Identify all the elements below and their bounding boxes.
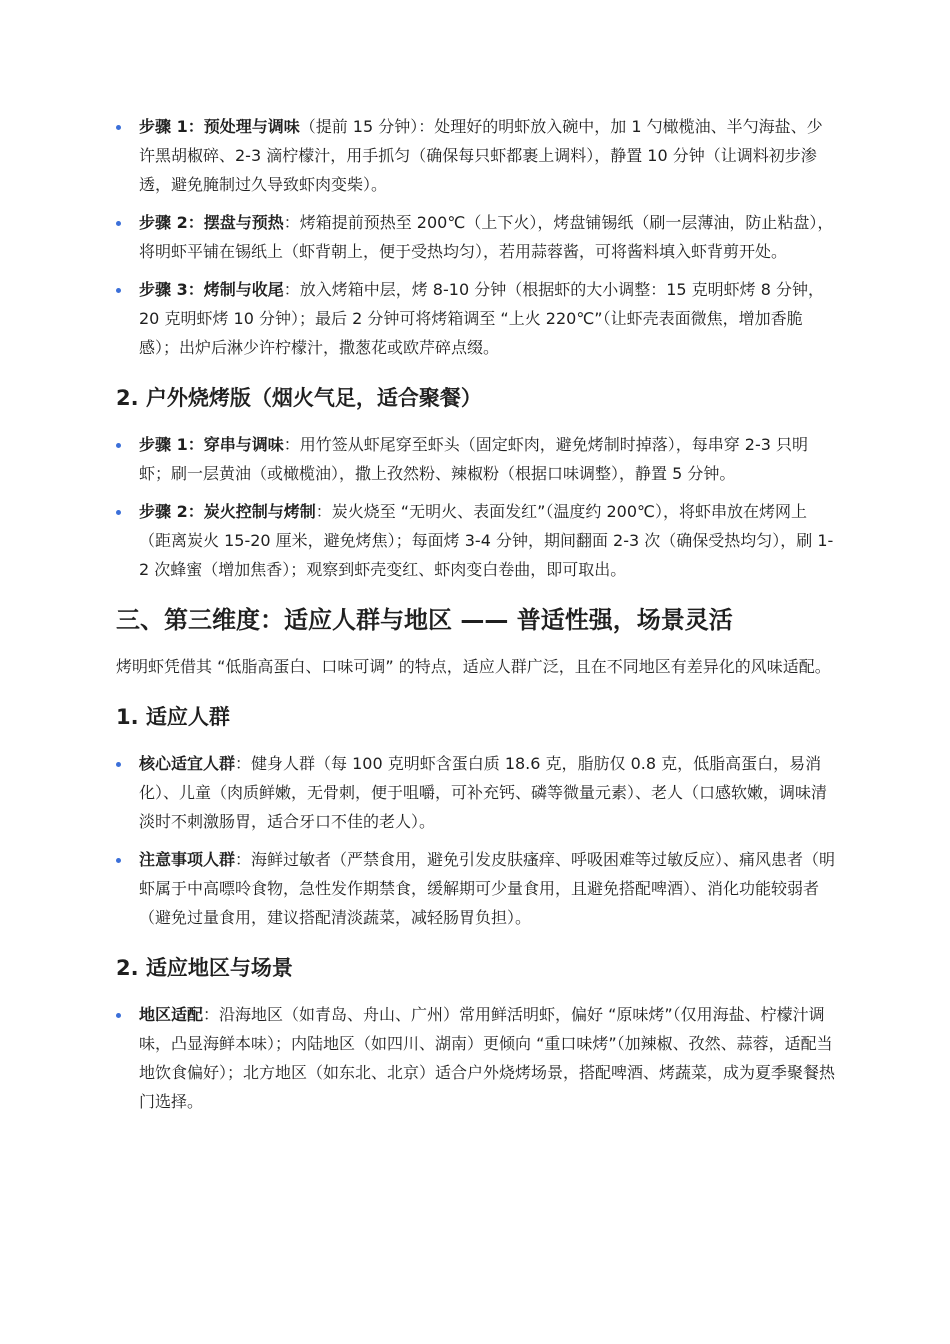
bullet-icon bbox=[116, 510, 121, 515]
item-text: ：烤箱提前预热至 200℃（上下火），烤盘铺锡纸（刷一层薄油，防止粘盘），将明虾平铺在锡纸上（虾背朝上，便于受热均匀），若用蒜蓉酱，可将酱料填入虾背剪开处。 bbox=[139, 213, 834, 261]
list-item bbox=[116, 845, 836, 932]
section-three-intro: 烤明虾凭借其 “低脂高蛋白、口味可调” 的特点，适应人群广泛，且在不同地区有差异化的风味适配。 bbox=[116, 657, 831, 676]
list-item bbox=[116, 112, 836, 199]
document-body bbox=[116, 112, 836, 1125]
people-heading: 1. 适应人群 bbox=[116, 705, 230, 729]
bullet-icon bbox=[116, 762, 121, 767]
list-item bbox=[116, 1000, 836, 1116]
list-item bbox=[116, 430, 836, 488]
bullet-icon bbox=[116, 288, 121, 293]
item-label: 步骤 3：烤制与收尾 bbox=[139, 280, 284, 299]
list-item bbox=[116, 275, 836, 362]
item-label: 步骤 2：炭火控制与烤制 bbox=[139, 502, 316, 521]
bullet-icon bbox=[116, 858, 121, 863]
outdoor-heading: 2. 户外烧烤版（烟火气足，适合聚餐） bbox=[116, 386, 482, 410]
item-text: ：海鲜过敏者（严禁食用，避免引发皮肤瘙痒、呼吸困难等过敏反应）、痛风患者（明虾属于中高嘌呤食物，急性发作期禁食，缓解期可少量食用，且避免搭配啤酒）、消化功能较弱者（避免过量食用，建议搭配清淡蔬菜，减轻肠胃负担）。 bbox=[139, 850, 836, 927]
item-text: ：炭火烧至 “无明火、表面发红”（温度约 200℃），将虾串放在烤网上（距离炭火 15-20 厘米，避免烤焦）；每面烤 3-4 分钟，期间翻面 2-3 次（确保受热均匀），刷 1-2 次蜂蜜（增加焦香）；观察到虾壳变红、虾肉变白卷曲，即可取出。 bbox=[139, 502, 834, 579]
item-label: 步骤 1：预处理与调味 bbox=[139, 117, 300, 136]
item-text: ：放入烤箱中层，烤 8-10 分钟（根据虾的大小调整：15 克明虾烤 8 分钟，20 克明虾烤 10 分钟）；最后 2 分钟可将烤箱调至 “上火 220℃”（让虾壳表面微焦，增加香脆感）；出炉后淋少许柠檬汁，撒葱花或欧芹碎点缀。 bbox=[139, 280, 825, 357]
item-text: ：沿海地区（如青岛、舟山、广州）常用鲜活明虾，偏好 “原味烤”（仅用海盐、柠檬汁调味，凸显海鲜本味）；内陆地区（如四川、湖南）更倾向 “重口味烤”（加辣椒、孜然、蒜蓉，适配当地饮食偏好）；北方地区（如东北、北京）适合户外烧烤场景，搭配啤酒、烤蔬菜，成为夏季聚餐热门选择。 bbox=[139, 1005, 836, 1111]
regions-heading: 2. 适应地区与场景 bbox=[116, 956, 293, 980]
outdoor-steps-list bbox=[116, 430, 836, 584]
bullet-icon bbox=[116, 221, 121, 226]
people-list bbox=[116, 749, 836, 932]
bullet-icon bbox=[116, 443, 121, 448]
item-text: ：健身人群（每 100 克明虾含蛋白质 18.6 克，脂肪仅 0.8 克，低脂高蛋白，易消化）、儿童（肉质鲜嫩，无骨刺，便于咀嚼，可补充钙、磷等微量元素）、老人（口感软嫩，调味清淡时不刺激肠胃，适合牙口不佳的老人）。 bbox=[139, 754, 828, 831]
item-label: 注意事项人群 bbox=[139, 850, 236, 869]
item-label: 步骤 2：摆盘与预热 bbox=[139, 213, 284, 232]
item-label: 核心适宜人群 bbox=[139, 754, 236, 773]
item-text: （提前 15 分钟）：处理好的明虾放入碗中，加 1 勺橄榄油、半勺海盐、少许黑胡椒碎、2-3 滴柠檬汁，用手抓匀（确保每只虾都裹上调料），静置 10 分钟（让调料初步渗透，避免腌制过久导致虾肉变柴）。 bbox=[139, 117, 823, 194]
item-label: 步骤 1：穿串与调味 bbox=[139, 435, 284, 454]
item-label: 地区适配 bbox=[139, 1005, 204, 1024]
bullet-icon bbox=[116, 1013, 121, 1018]
list-item bbox=[116, 749, 836, 836]
list-item bbox=[116, 497, 836, 584]
regions-list bbox=[116, 1000, 836, 1116]
item-text: ：用竹签从虾尾穿至虾头（固定虾肉，避免烤制时掉落），每串穿 2-3 只明虾；刷一层黄油（或橄榄油），撒上孜然粉、辣椒粉（根据口味调整），静置 5 分钟。 bbox=[139, 435, 809, 483]
section-three-heading: 三、第三维度：适应人群与地区 —— 普适性强，场景灵活 bbox=[116, 606, 733, 634]
bullet-icon bbox=[116, 125, 121, 130]
list-item bbox=[116, 208, 836, 266]
oven-steps-list bbox=[116, 112, 836, 362]
